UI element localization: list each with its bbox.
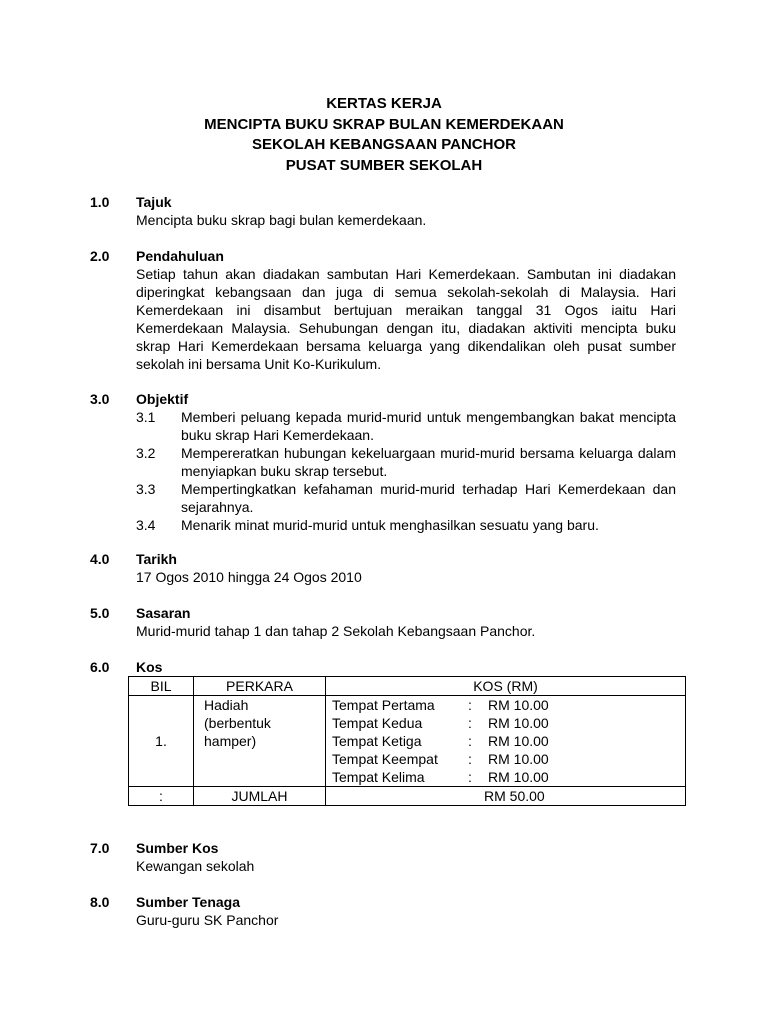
prize-colon: : xyxy=(468,769,472,785)
objective-text: Menarik minat murid-murid untuk menghasilkan sesuatu yang baru. xyxy=(181,517,599,533)
section-text: Mencipta buku skrap bagi bulan kemerdekaan. xyxy=(136,212,427,228)
table-header-row xyxy=(129,677,686,696)
section-number: 7.0 xyxy=(90,840,110,856)
table-total-row xyxy=(129,787,686,806)
document-title xyxy=(0,94,768,176)
total-label: JUMLAH xyxy=(194,787,326,806)
prize-line xyxy=(332,750,681,768)
title-line-2: MENCIPTA BUKU SKRAP BULAN KEMERDEKAAN xyxy=(204,115,564,133)
prize-colon: : xyxy=(468,751,472,767)
section-text: 17 Ogos 2010 hingga 24 Ogos 2010 xyxy=(136,569,362,585)
column-header-bil: BIL xyxy=(129,677,194,696)
prize-value: RM 10.00 xyxy=(488,751,549,767)
table-row xyxy=(129,696,686,787)
prize-colon: : xyxy=(468,715,472,731)
section-heading: Sasaran xyxy=(136,605,191,621)
objective-item xyxy=(136,516,676,534)
perkara-line: hamper) xyxy=(204,733,257,749)
section-paragraph: Setiap tahun akan diadakan sambutan Hari Kemerdekaan. Sambutan ini diadakan diperingkat kebangsaan dan juga di semua sekolah-sekolah di Malaysia. Hari Kemerdekaan ini disambut bertujuan meraikan tanggal 31 Ogos iaitu Hari Kemerdekaan Malaysia. Sehubungan dengan itu, diadakan aktiviti mencipta buku skrap Hari Kemerdekaan bersama keluarga yang dikendalikan oleh pusat sumber sekolah ini bersama Unit Ko-Kurikulum. xyxy=(136,266,676,372)
objective-text: Mempereratkan hubungan kekeluargaan murid-murid bersama keluarga dalam menyiapkan buku skrap tersebut. xyxy=(181,445,676,479)
total-value: RM 50.00 xyxy=(326,787,686,806)
cell-perkara xyxy=(194,696,326,787)
cell-bil: 1. xyxy=(129,696,194,787)
section-text: Guru-guru SK Panchor xyxy=(136,912,279,928)
section-number: 1.0 xyxy=(90,194,110,210)
objective-number: 3.2 xyxy=(136,445,156,461)
prize-value: RM 10.00 xyxy=(488,733,549,749)
title-line-3: SEKOLAH KEBANGSAAN PANCHOR xyxy=(252,136,516,153)
section-number: 5.0 xyxy=(90,605,110,621)
section-heading: Tarikh xyxy=(136,551,177,567)
objective-item xyxy=(136,480,676,516)
section-text: Kewangan sekolah xyxy=(136,858,255,874)
objective-number: 3.1 xyxy=(136,409,156,425)
perkara-line: Hadiah xyxy=(204,697,249,713)
section-heading: Sumber Kos xyxy=(136,840,219,856)
prize-colon: : xyxy=(468,733,472,749)
section-number: 8.0 xyxy=(90,894,110,910)
title-line-4: PUSAT SUMBER SEKOLAH xyxy=(285,156,483,174)
prize-name: Tempat Ketiga xyxy=(332,733,422,749)
objective-item xyxy=(136,444,676,480)
prize-value: RM 10.00 xyxy=(488,697,549,713)
prize-name: Tempat Keempat xyxy=(332,751,438,767)
cost-table xyxy=(128,676,686,806)
prize-name: Tempat Kedua xyxy=(332,715,423,731)
objective-number: 3.4 xyxy=(136,517,156,533)
total-bil: : xyxy=(129,787,194,806)
objective-text: Mempertingkatkan kefahaman murid-murid terhadap Hari Kemerdekaan dan sejarahnya. xyxy=(181,481,676,515)
section-heading: Pendahuluan xyxy=(136,248,224,264)
prize-line xyxy=(332,714,681,732)
section-heading: Objektif xyxy=(136,391,189,407)
section-number: 3.0 xyxy=(90,391,110,407)
perkara-line: (berbentuk xyxy=(204,715,271,731)
section-number: 6.0 xyxy=(90,659,110,675)
title-line-1: KERTAS KERJA xyxy=(326,95,442,112)
section-heading: Sumber Tenaga xyxy=(136,894,240,910)
prize-value: RM 10.00 xyxy=(488,769,549,785)
prize-line xyxy=(332,768,681,786)
objective-number: 3.3 xyxy=(136,481,156,497)
section-heading: Tajuk xyxy=(136,194,172,210)
objective-text: Memberi peluang kepada murid-murid untuk mengembangkan bakat mencipta buku skrap Hari Kemerdekaan. xyxy=(181,409,676,443)
section-number: 4.0 xyxy=(90,551,110,567)
prize-name: Tempat Pertama xyxy=(332,697,435,713)
section-number: 2.0 xyxy=(90,248,110,264)
prize-line xyxy=(332,696,681,714)
column-header-perkara: PERKARA xyxy=(194,677,326,696)
prize-value: RM 10.00 xyxy=(488,715,549,731)
cell-kos xyxy=(326,696,686,787)
section-heading: Kos xyxy=(136,659,163,675)
section-text: Murid-murid tahap 1 dan tahap 2 Sekolah Kebangsaan Panchor. xyxy=(136,623,536,639)
column-header-kos: KOS (RM) xyxy=(326,677,686,696)
prize-name: Tempat Kelima xyxy=(332,769,425,785)
objective-item xyxy=(136,408,676,444)
prize-line xyxy=(332,732,681,750)
prize-colon: : xyxy=(468,697,472,713)
